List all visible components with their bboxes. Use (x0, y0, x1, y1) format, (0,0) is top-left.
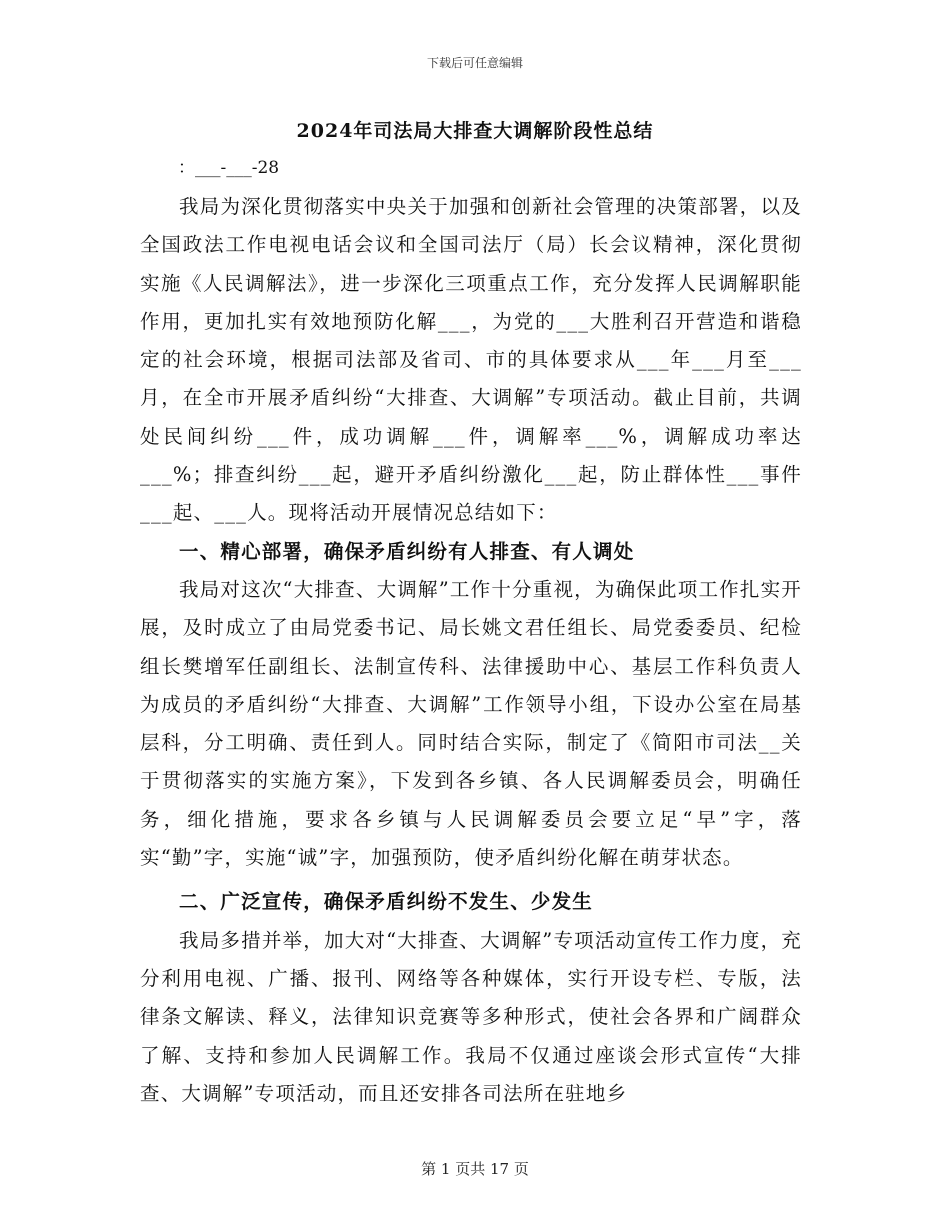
page-number: 第 1 页共 17 页 (421, 1160, 529, 1178)
date-line: ：___-___-28 (178, 158, 280, 178)
intro-paragraph: 我局为深化贯彻落实中央关于加强和创新社会管理的决策部署，以及全国政法工作电视电话会议和全国司法厅（局）长会议精神，深化贯彻实施《人民调解法》，进一步深化三项重点工作，充分发挥人民调解职能作用，更加扎实有效地预防化解___，为党的___大胜利召开营造和谐稳定的社会环境，根据司法部及省司、市的具体要求从___年___月至___月，在全市开展矛盾纠纷“大排查、大调解”专项活动。截止目前，共调处民间纠纷___件，成功调解___件，调解率___%，调解成功率达___%；排查纠纷___起，避开矛盾纠纷激化___起，防止群体性___事件___起、___人。现将活动开展情况总结如下： (140, 195, 802, 525)
section-2-paragraph: 我局多措并举，加大对“大排查、大调解”专项活动宣传工作力度，充分利用电视、广播、报刊、网络等各种媒体，实行开设专栏、专版，法律条文解读、释义，法律知识竞赛等多种形式，使社会各界和广阔群众了解、支持和参加人民调解工作。我局不仅通过座谈会形式宣传“大排查、大调解”专项活动，而且还安排各司法所在驻地乡 (140, 928, 802, 1105)
section-1-heading: 一、精心部署，确保矛盾纠纷有人排查、有人调处 (179, 539, 635, 563)
section-2-heading: 二、广泛宣传，确保矛盾纠纷不发生、少发生 (179, 890, 594, 914)
section-1-paragraph: 我局对这次“大排查、大调解”工作十分重视，为确保此项工作扎实开展，及时成立了由局党委书记、局长姚文君任组长、局党委委员、纪检组长樊增军任副组长、法制宣传科、法律援助中心、基层工作科负责人为成员的矛盾纠纷“大排查、大调解”工作领导小组，下设办公室在局基层科，分工明确、责任到人。同时结合实际，制定了《简阳市司法__关于贯彻落实的实施方案》，下发到各乡镇、各人民调解委员会，明确任务，细化措施，要求各乡镇与人民调解委员会要立足“早”字，落实“勤”字，实施“诚”字，加强预防，使矛盾纠纷化解在萌芽状态。 (140, 577, 802, 870)
page-header-note: 下载后可任意编辑 (426, 56, 523, 70)
document-title: 2024年司法局大排查大调解阶段性总结 (296, 120, 654, 142)
document-body (140, 188, 802, 1113)
